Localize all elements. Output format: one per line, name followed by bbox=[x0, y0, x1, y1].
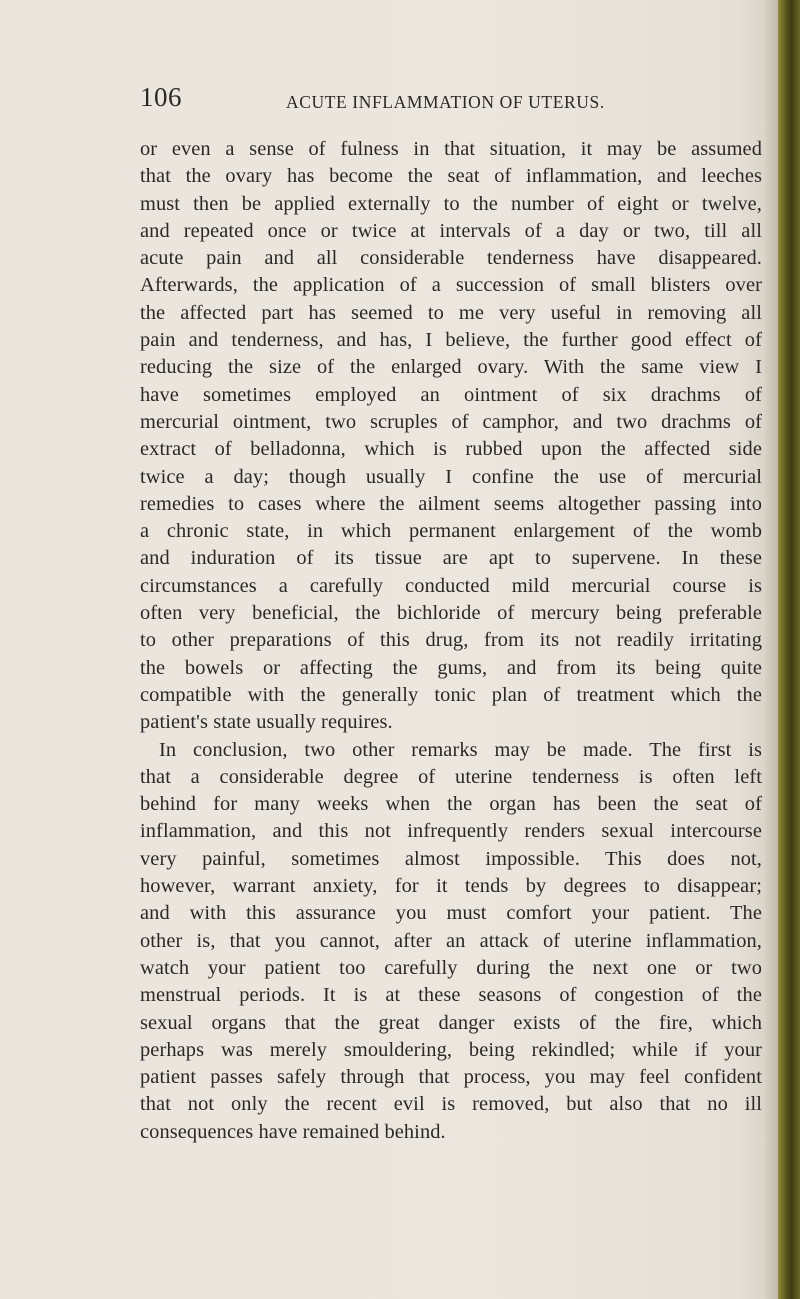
text-line: menstrual periods. It is at these seasons of congestion of the bbox=[140, 984, 762, 1007]
body-text bbox=[140, 136, 762, 1146]
text-line: inflammation, and this not infrequently renders sexual intercourse bbox=[140, 820, 762, 843]
text-line: twice a day; though usually I confine the use of mercurial bbox=[140, 465, 762, 488]
book-edge bbox=[778, 0, 800, 1299]
text-line: patient's state usually requires. bbox=[140, 711, 393, 734]
text-line: or even a sense of fulness in that situation, it may be assumed bbox=[140, 138, 762, 160]
page-number: 106 bbox=[140, 82, 182, 112]
text-line: that the ovary has become the seat of inflammation, and leeches bbox=[140, 165, 762, 188]
text-line: perhaps was merely smouldering, being rekindled; while if your bbox=[140, 1038, 762, 1061]
text-line: extract of belladonna, which is rubbed upon the affected side bbox=[140, 438, 762, 461]
text-line: mercurial ointment, two scruples of camphor, and two drachms of bbox=[140, 410, 762, 433]
text-line: have sometimes employed an ointment of six drachms of bbox=[140, 383, 762, 406]
text-line: the bowels or affecting the gums, and from its being quite bbox=[140, 656, 762, 679]
text-line: circumstances a carefully conducted mild mercurial course is bbox=[140, 574, 762, 597]
text-line: behind for many weeks when the organ has been the seat of bbox=[140, 793, 762, 816]
text-line: acute pain and all considerable tenderness have disappeared. bbox=[140, 247, 762, 270]
page-gutter-shadow bbox=[764, 0, 778, 1299]
text-line: watch your patient too carefully during the next one or two bbox=[140, 956, 762, 979]
text-line: to other preparations of this drug, from its not readily irritating bbox=[140, 629, 762, 652]
text-line: compatible with the generally tonic plan of treatment which the bbox=[140, 683, 762, 706]
text-line: very painful, sometimes almost impossible. This does not, bbox=[140, 847, 762, 870]
text-line: must then be applied externally to the number of eight or twelve, bbox=[140, 192, 762, 215]
text-line: the affected part has seemed to me very useful in removing all bbox=[140, 301, 762, 324]
text-line: other is, that you cannot, after an attack of uterine inflammation, bbox=[140, 929, 762, 952]
text-line: and repeated once or twice at intervals of a day or two, till all bbox=[140, 219, 762, 242]
text-line: and induration of its tissue are apt to supervene. In these bbox=[140, 547, 762, 570]
text-line: remedies to cases where the ailment seems altogether passing into bbox=[140, 492, 762, 515]
paragraph-start-line: In conclusion, two other remarks may be made. The first is bbox=[159, 738, 762, 761]
text-line: sexual organs that the great danger exists of the fire, which bbox=[140, 1011, 762, 1034]
text-line: Afterwards, the application of a succession of small blisters over bbox=[140, 274, 762, 297]
text-line: pain and tenderness, and has, I believe, the further good effect of bbox=[140, 329, 762, 352]
page-header bbox=[0, 82, 800, 122]
text-line: often very beneficial, the bichloride of mercury being preferable bbox=[140, 602, 762, 625]
text-line: and with this assurance you must comfort your patient. The bbox=[140, 902, 762, 925]
text-line: a chronic state, in which permanent enlargement of the womb bbox=[140, 520, 762, 543]
running-head: ACUTE INFLAMMATION OF UTERUS. bbox=[286, 92, 605, 112]
text-line: that not only the recent evil is removed, but also that no ill bbox=[140, 1093, 762, 1116]
text-line: reducing the size of the enlarged ovary. With the same view I bbox=[140, 356, 762, 379]
text-line: however, warrant anxiety, for it tends by degrees to disappear; bbox=[140, 875, 762, 898]
text-line: patient passes safely through that process, you may feel confident bbox=[140, 1066, 762, 1089]
text-line: that a considerable degree of uterine tenderness is often left bbox=[140, 765, 762, 788]
text-line: consequences have remained behind. bbox=[140, 1120, 446, 1143]
